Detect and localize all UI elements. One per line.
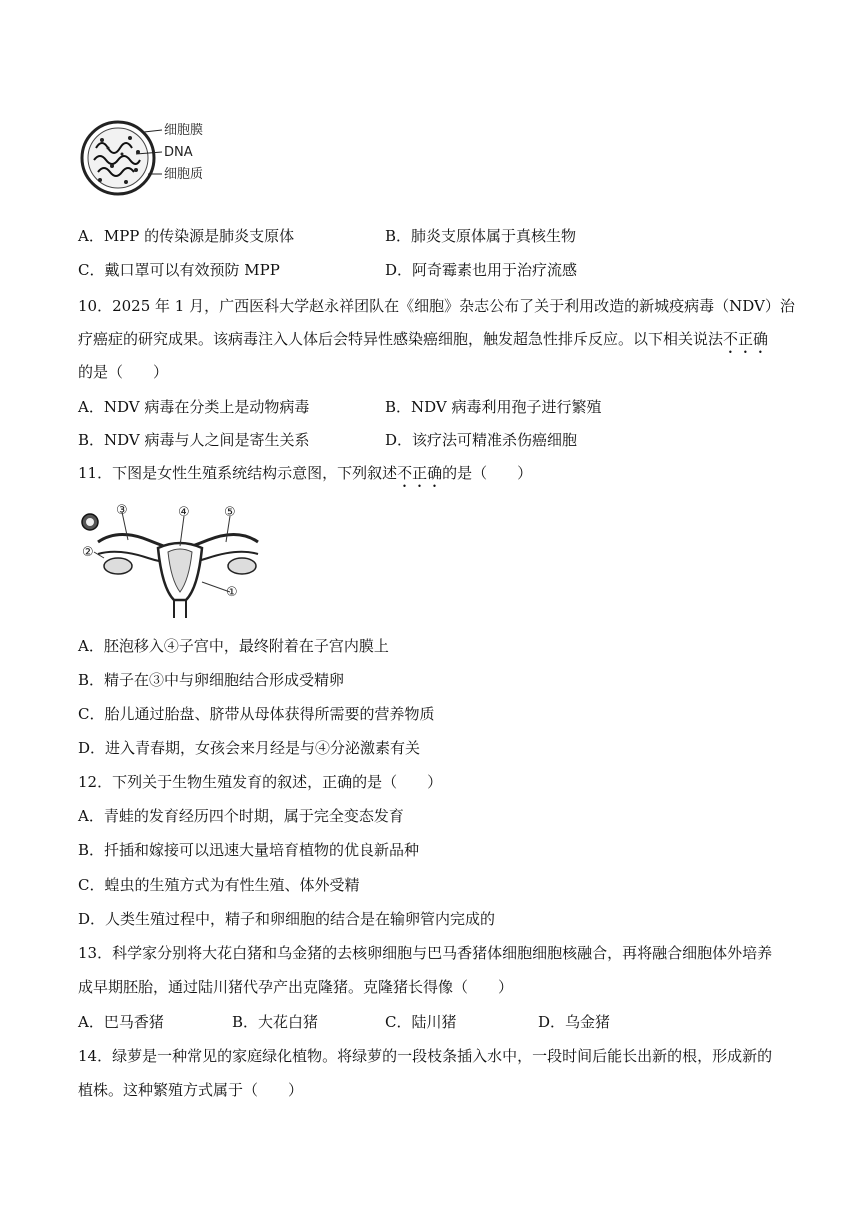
q12-option-b: B．扦插和嫁接可以迅速大量培育植物的优良新品种 bbox=[78, 841, 420, 859]
q11-emphasis: 不正确 bbox=[397, 464, 443, 482]
q9-option-a: A．MPP 的传染源是肺炎支原体 bbox=[78, 227, 295, 245]
dna-label: DNA bbox=[164, 145, 193, 160]
cytoplasm-label: 细胞质 bbox=[164, 167, 204, 182]
q11-option-b: B．精子在③中与卵细胞结合形成受精卵 bbox=[78, 671, 345, 689]
q11-stem bbox=[78, 463, 532, 491]
q9-option-b: B．肺炎支原体属于真核生物 bbox=[385, 227, 577, 245]
q12-stem: 12．下列关于生物生殖发育的叙述，正确的是（ ） bbox=[78, 773, 443, 791]
q11-stem-text: 11．下图是女性生殖系统结构示意图，下列叙述 bbox=[78, 464, 398, 482]
q13-stem-line2: 成早期胚胎，通过陆川猪代孕产出克隆猪。克隆猪长得像（ ） bbox=[78, 978, 514, 996]
q10-option-b: B．NDV 病毒利用孢子进行繁殖 bbox=[385, 398, 602, 416]
cell-figure bbox=[78, 118, 228, 198]
cell-diagram bbox=[78, 118, 228, 198]
q13-option-a: A．巴马香猪 bbox=[78, 1013, 164, 1031]
q10-option-d: D．该疗法可精准杀伤癌细胞 bbox=[385, 431, 578, 449]
q10-stem-line2 bbox=[78, 329, 768, 357]
q9-option-d: D．阿奇霉素也用于治疗流感 bbox=[385, 261, 578, 279]
q11-stem-tail: 的是（ ） bbox=[442, 464, 533, 482]
cell-membrane-label: 细胞膜 bbox=[164, 123, 204, 138]
q13-option-b: B．大花白猪 bbox=[232, 1013, 319, 1031]
q13-stem-line1: 13．科学家分别将大花白猪和乌金猪的去核卵细胞与巴马香猪体细胞细胞核融合，再将融合细胞体外培养 bbox=[78, 944, 773, 962]
reproductive-system-figure bbox=[78, 502, 268, 620]
marker-3: ③ bbox=[116, 503, 128, 518]
reproductive-diagram bbox=[78, 502, 268, 620]
q12-option-a: A．青蛙的发育经历四个时期，属于完全变态发育 bbox=[78, 807, 404, 825]
marker-2: ② bbox=[82, 545, 94, 560]
marker-1: ① bbox=[226, 585, 238, 600]
q10-stem-line1: 10．2025 年 1 月，广西医科大学赵永祥团队在《细胞》杂志公布了关于利用改造的新城疫病毒（NDV）治 bbox=[78, 297, 795, 315]
q11-option-c: C．胎儿通过胎盘、脐带从母体获得所需要的营养物质 bbox=[78, 705, 435, 723]
q12-option-d: D．人类生殖过程中，精子和卵细胞的结合是在输卵管内完成的 bbox=[78, 910, 496, 928]
q11-option-a: A．胚泡移入④子宫中，最终附着在子宫内膜上 bbox=[78, 637, 389, 655]
q13-option-d: D．乌金猪 bbox=[538, 1013, 611, 1031]
q10-option-a: A．NDV 病毒在分类上是动物病毒 bbox=[78, 398, 310, 416]
marker-4: ④ bbox=[178, 505, 190, 520]
q10-stem-line3: 的是（ ） bbox=[78, 363, 169, 381]
q13-option-c: C．陆川猪 bbox=[385, 1013, 457, 1031]
q14-stem-line1: 14．绿萝是一种常见的家庭绿化植物。将绿萝的一段枝条插入水中，一段时间后能长出新的根，形成新的 bbox=[78, 1047, 773, 1065]
q14-stem-line2: 植株。这种繁殖方式属于（ ） bbox=[78, 1081, 304, 1099]
q12-option-c: C．蝗虫的生殖方式为有性生殖、体外受精 bbox=[78, 876, 360, 894]
q10-stem-line2-text: 疗癌症的研究成果。该病毒注入人体后会特异性感染癌细胞，触发超急性排斥反应。以下相关说法 bbox=[78, 330, 724, 348]
q9-option-c: C．戴口罩可以有效预防 MPP bbox=[78, 261, 280, 279]
q10-emphasis: 不正确 bbox=[723, 330, 769, 348]
q10-option-c: B．NDV 病毒与人之间是寄生关系 bbox=[78, 431, 310, 449]
marker-5: ⑤ bbox=[224, 505, 236, 520]
q11-option-d: D．进入青春期，女孩会来月经是与④分泌激素有关 bbox=[78, 739, 421, 757]
